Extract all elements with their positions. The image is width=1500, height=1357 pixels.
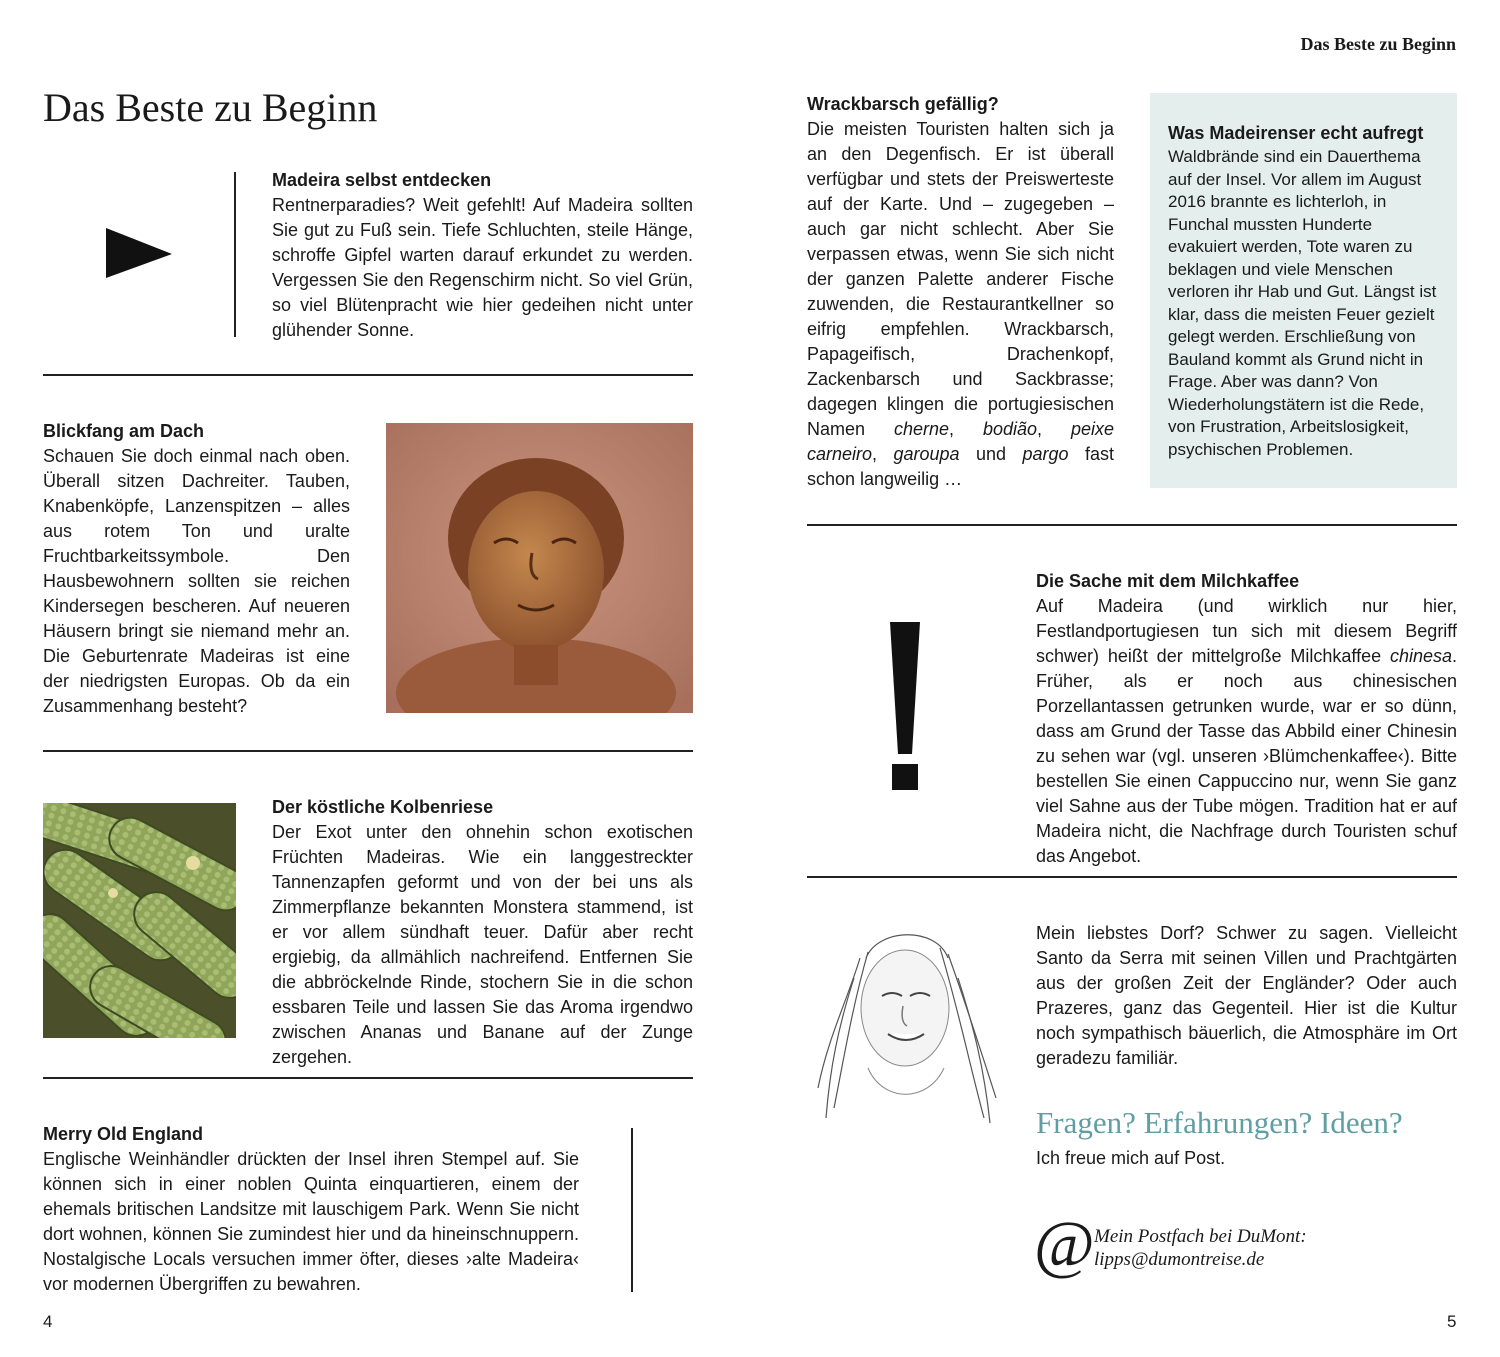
photo-terracotta-roof-figure — [386, 423, 693, 713]
box-heading: Was Madeirenser echt aufregt — [1168, 123, 1424, 143]
email-link[interactable]: lipps@dumontreise.de — [1094, 1249, 1265, 1270]
author-text: Mein liebstes Dorf? Schwer zu sagen. Vielleicht Santo da Serra mit seinen Villen und Prachtgärten aus der großen Zeit der Engländer? Oder auch Prazeres, ganz das Gegenteil. Hier ist die Kultur noch sympathisch bäuerlich, die Atmosphäre im Ort geradezu familiär. — [1036, 923, 1457, 1068]
section-heading: Blickfang am Dach — [43, 421, 205, 441]
feedback-subline: Ich freue mich auf Post. — [1036, 1148, 1226, 1168]
section-madeira — [272, 168, 693, 343]
info-box — [1150, 93, 1457, 488]
section-text: Die meisten Touristen halten sich ja an den Degenfisch. Er ist überall verfügbar und stets der Preiswerteste auf der Karte. Und – zugegeben – auch gar nicht schlecht. Aber Sie verpassen etwas, wenn Sie sich nicht der ganzen Palette anderer Fische zuwenden, die Restaurantkellner so eifrig empfehlen. Wrackbarsch, Papageifisch, Drachenkopf, Zackenbarsch und Sackbrasse; dagegen klingen die portugiesischen Namen cherne, bodião, peixe carneiro, garoupa und pargo fast schon langweilig … — [807, 119, 1114, 489]
photo-monstera-fruit — [43, 803, 236, 1038]
section-heading: Der köstliche Kolbenriese — [272, 797, 494, 817]
page-number-left: 4 — [43, 1312, 53, 1331]
section-milchkaffee — [1036, 569, 1457, 869]
postbox-label: Mein Postfach bei DuMont: — [1094, 1226, 1307, 1247]
vertical-divider — [631, 1128, 633, 1292]
divider — [43, 1077, 693, 1079]
divider — [43, 750, 693, 752]
fish-name: bodião — [982, 419, 1038, 439]
exclamation-icon — [887, 622, 923, 792]
section-text: Rentnerparadies? Weit gefehlt! Auf Madeira sollten Sie gut zu Fuß sein. Tiefe Schluchten, steile Hänge, schroffe Gipfel warten darauf erkundet zu werden. Vergessen Sie den Regenschirm nicht. So viel Grün, so viel Blütenpracht wie hier gedeihen nicht unter glühender Sonne. — [272, 195, 693, 340]
page-number-right: 5 — [1447, 1312, 1457, 1331]
section-kolbenriese — [272, 795, 693, 1070]
fish-name: pargo — [1022, 444, 1069, 464]
term: chinesa — [1389, 646, 1452, 666]
section-wrackbarsch — [807, 92, 1114, 492]
box-text: Waldbrände sind ein Dauerthema auf der Insel. Vor allem im August 2016 brannte es lichterloh, in Funchal mussten Hunderte evakuiert werden, Tote waren zu beklagen und viele Menschen verloren ihr Hab und Gut. Längst ist klar, dass die meisten Feuer gezielt gelegt werden. Erschließung von Bauland kommt als Grund nicht in Frage. Aber was dann? Von Wiederholungstätern ist die Rede, von Frustration, Arbeitslosigkeit, psychischen Problemen. — [1168, 147, 1437, 459]
section-text: Auf Madeira (und wirklich nur hier, Festlandportugiesen tun sich mit diesem Begriff schwer) heißt der mittelgroße Milchkaffee chinesa. Früher, als er noch aus chinesischen Porzellantassen getrunken wurde, war er so dünn, dass am Grund der Tasse das Abbild einer Chinesin zu sehen war (vgl. unseren ›Blümchenkaffee‹). Bitte bestellen Sie einen Cappuccino nur, wenn Sie ganz viel Sahne aus der Tube mögen. Tradition hat er auf Madeira nicht, die Nachfrage durch Touristen schuf das Angebot. — [1036, 596, 1457, 866]
flag-pennant-icon — [106, 228, 176, 280]
section-heading: Madeira selbst entdecken — [272, 170, 492, 190]
section-text: Der Exot unter den ohnehin schon exotischen Früchten Madeiras. Wie ein langgestreckter Tannenzapfen geformt und von der bei uns als Zimmerpflanze bekannten Monstera stammend, ist er vor allem sündhaft teuer. Dafür aber recht ergiebig, da allmählich nachreifend. Entfernen Sie die abbröckelnde Rinde, stochern Sie in die schon essbaren Teile und lassen Sie das Aroma irgendwo zwischen Ananas und Banane auf der Zunge zergehen. — [272, 822, 693, 1067]
fish-name: peixe carneiro — [807, 419, 1114, 464]
section-heading: Wrackbarsch gefällig? — [807, 94, 999, 114]
section-england — [43, 1122, 579, 1297]
divider — [807, 524, 1457, 526]
vertical-divider — [234, 172, 236, 337]
divider — [807, 876, 1457, 878]
fish-name: cherne — [893, 419, 950, 439]
section-text: Schauen Sie doch einmal nach oben. Überall sitzen Dachreiter. Tauben, Knabenköpfe, Lanzenspitzen – alles aus rotem Ton und uralte Fruchtbarkeitssymbole. Den Hausbewohnern sollten sie reichen Kindersegen bescheren. Auf neueren Häusern bringt sie niemand mehr an. Die Geburtenrate Madeiras ist eine der niedrigsten Europas. Ob da ein Zusammenhang besteht? — [43, 446, 350, 716]
at-icon: @ — [1034, 1208, 1095, 1281]
postbox — [1094, 1225, 1307, 1271]
fish-name: garoupa — [893, 444, 960, 464]
divider — [43, 374, 693, 376]
section-heading: Die Sache mit dem Milchkaffee — [1036, 571, 1300, 591]
feedback-callout: Fragen? Erfahrungen? Ideen? — [1036, 1105, 1403, 1140]
page-title: Das Beste zu Beginn — [43, 85, 378, 130]
section-author — [1036, 921, 1457, 1071]
section-text: Englische Weinhändler drückten der Insel ihren Stempel auf. Sie können sich in einer noblen Quinta einquartieren, einem der ehemals britischen Landsitze mit lauschigem Park. Wenn Sie nicht dort wohnen, können Sie zumindest hier und da hineinschnuppern. Nostalgische Locals versuchen immer öfter, dieses ›alte Madeira‹ vor modernen Übergriffen zu bewahren. — [43, 1149, 579, 1294]
section-heading: Merry Old England — [43, 1124, 204, 1144]
section-blickfang — [43, 419, 350, 719]
author-portrait — [808, 918, 1003, 1133]
running-head: Das Beste zu Beginn — [1300, 34, 1456, 54]
